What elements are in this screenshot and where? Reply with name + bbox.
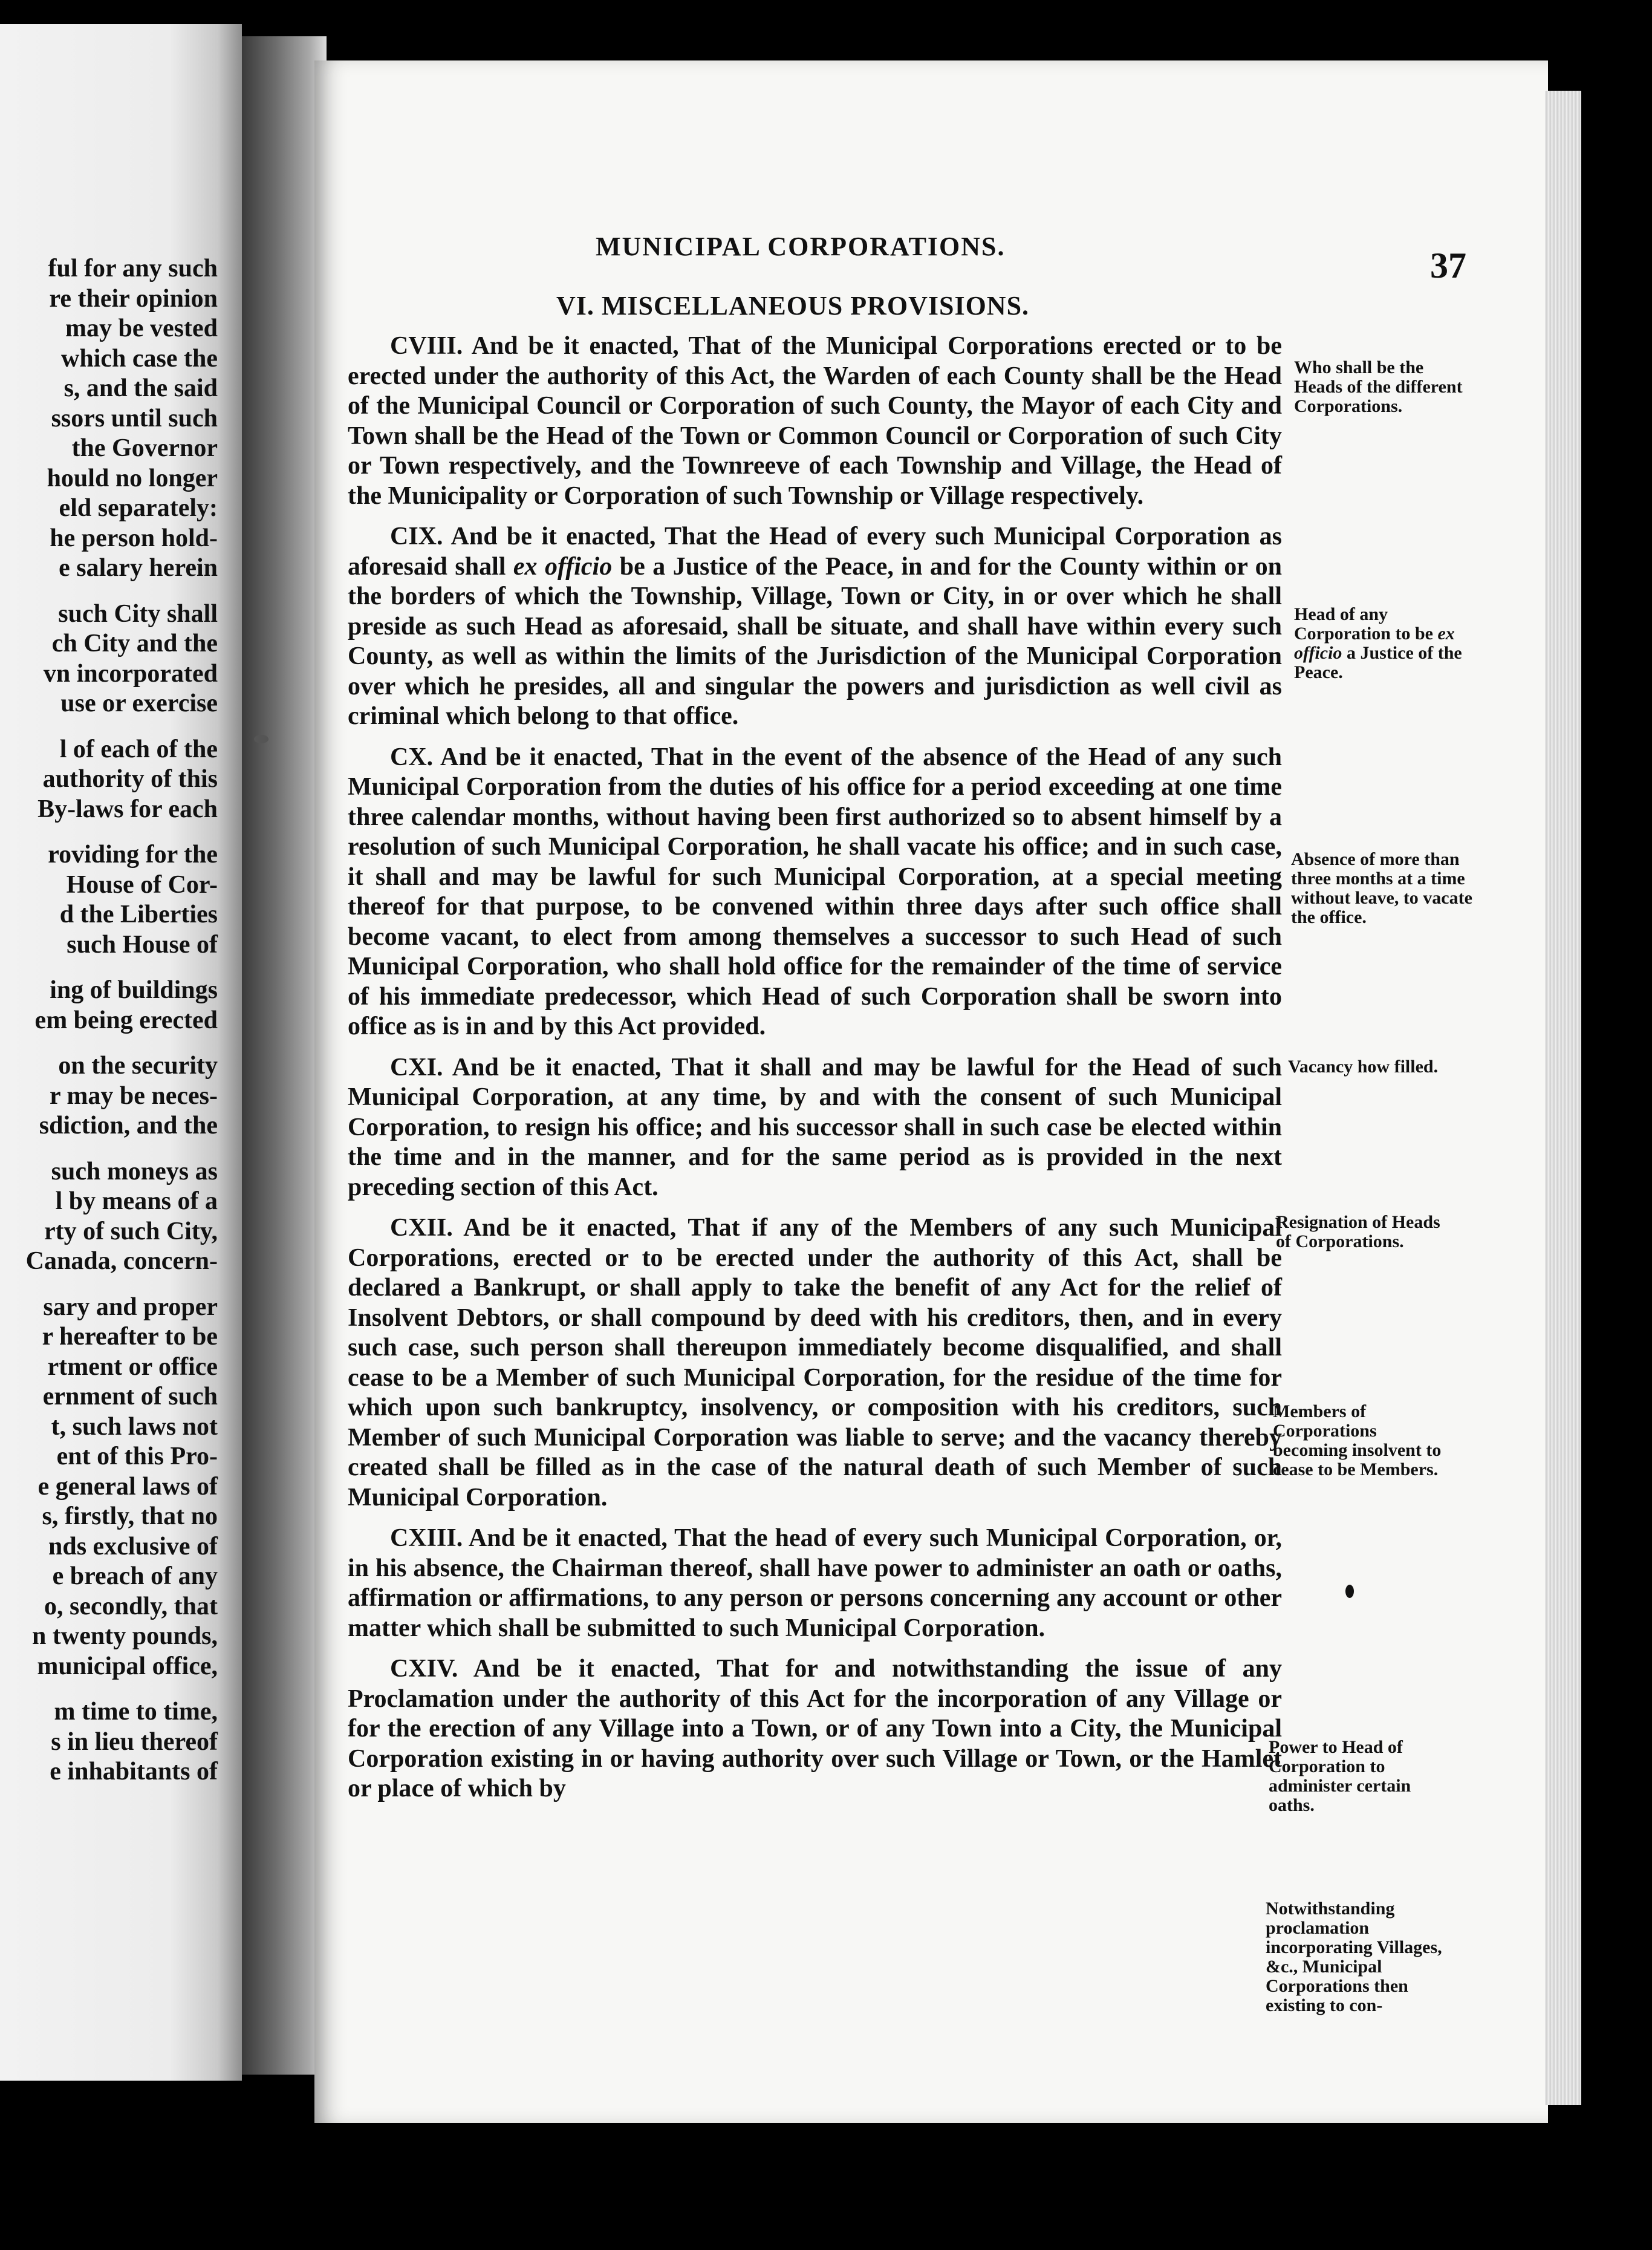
margin-note-heads: Who shall be the Heads of the different Corporations. (1294, 357, 1463, 416)
left-page-line: municipal office, (37, 1652, 218, 1680)
body-text (348, 331, 1282, 1815)
left-page-line: ful for any such (48, 255, 218, 282)
left-page-line: nds exclusive of (48, 1532, 218, 1560)
left-page-line: e breach of any (52, 1562, 218, 1590)
left-page-line: such moneys as (51, 1157, 218, 1185)
left-page-line: roviding for the (48, 841, 218, 869)
left-page-line: sdiction, and the (39, 1112, 218, 1140)
left-page-line: l of each of the (59, 735, 218, 763)
paragraph-cviii: CVIII. And be it enacted, That of the Municipal Corporations erected or to be erected under the authority of this Act, the Warden of each County shall be the Head of the Municipal Council or Corporation of such County, the Mayor of each City and Town shall be the Head of the Town or Common Council or Corporation of such City or Town respectively, and the Townreeve of each Township and Village, the Head of the Municipality or Corporation of such Township or Village respectively. (348, 332, 1282, 510)
left-page-line: eld separately: (59, 494, 218, 522)
left-page-line: ch City and the (51, 630, 218, 657)
left-page-gap (0, 584, 218, 599)
left-page-gap (0, 1141, 218, 1157)
left-page-line: such City shall (58, 599, 218, 628)
left-page-gap (0, 1681, 218, 1697)
left-page-line: the Governor (71, 434, 218, 462)
left-page-line: hould no longer (47, 464, 218, 492)
section-heading: VI. MISCELLANEOUS PROVISIONS. (556, 291, 1030, 321)
left-page-line: ernment of such (42, 1383, 218, 1410)
left-page-line: s in lieu thereof (51, 1727, 218, 1756)
paragraph-cix: CIX. And be it enacted, That the Head of every such Municipal Corporation as aforesaid shall ex officio be a Justice of the Peace, in and for the County within or on the borders of which the Township, Village, Town or City, in or over which he shall preside as such Head as aforesaid, shall be situate, and shall have within every such County, as well as within the limits of the Jurisdiction of the Municipal Corporation over which he presides, all and singular the powers and jurisdiction as well civil as criminal which belong to that office. (348, 523, 1282, 730)
left-page-line: r hereafter to be (42, 1323, 218, 1351)
left-page-line: e general laws of (37, 1472, 218, 1501)
left-page-line: ent of this Pro- (56, 1443, 218, 1470)
margin-note-proclamation: Notwithstanding proclamation incorporating Villages, &c., Municipal Corporations then existing to con- (1266, 1899, 1442, 2015)
running-head: MUNICIPAL CORPORATIONS. (596, 232, 1006, 261)
left-page-line: House of Cor- (66, 870, 218, 899)
margin-note-absence: Absence of more than three months at a time without leave, to vacate the office. (1291, 849, 1472, 927)
left-page-gap (0, 824, 218, 840)
margin-note-insolvent: Members of Corporations becoming insolvent to cease to be Members. (1273, 1401, 1442, 1479)
left-page-line: may be vested (65, 315, 218, 342)
left-page-line: s, firstly, that no (42, 1502, 218, 1530)
left-page-line: r may be neces- (50, 1081, 218, 1110)
page-number: 37 (1430, 246, 1466, 285)
left-page-gap (0, 1035, 218, 1051)
left-page-gap (0, 1277, 218, 1293)
paragraph-cxi: CXI. And be it enacted, That it shall and may be lawful for the Head of such Municipal Corporation, at any time, by and with the consent of such Municipal Corporation, to resign his office; and his successor shall in such case be elected within the time and in the manner, and for the same period as is provided in the next preceding section of this Act. (348, 1053, 1282, 1201)
left-page-line: authority of this (42, 765, 218, 793)
book-gutter (242, 36, 327, 2075)
margin-note-resignation: Resignation of Heads of Corporations. (1276, 1212, 1440, 1251)
left-page-line: on the security (58, 1052, 218, 1080)
left-page-line: ing of buildings (50, 976, 218, 1004)
left-page-line: n twenty pounds, (32, 1622, 218, 1650)
left-page-text (0, 254, 218, 1787)
left-page-line: use or exercise (60, 690, 218, 717)
left-page-line: rty of such City, (44, 1217, 218, 1245)
margin-note-justice: Head of any Corporation to be ex officio a Justice of the Peace. (1294, 604, 1462, 682)
left-page-line: vn incorporated (43, 659, 218, 688)
ink-speck (1345, 1585, 1354, 1598)
left-page-line: l by means of a (55, 1187, 218, 1215)
left-page-line: such House of (67, 930, 218, 959)
left-page-line: d the Liberties (59, 901, 218, 928)
paragraph-cxiv: CXIV. And be it enacted, That for and notwithstanding the issue of any Proclamation under the authority of this Act for the incorporation of any Village or for the erection of any Village into a Town, or of any Town into a City, the Municipal Corporation existing in or having authority over such Village or Town, or the Hamlet or place of which by (348, 1655, 1282, 1802)
left-page-fragment (0, 24, 242, 2081)
left-page-line: t, such laws not (51, 1412, 218, 1441)
left-page-line: rtment or office (47, 1352, 218, 1381)
paragraph-cxiii: CXIII. And be it enacted, That the head of every such Municipal Corporation, or, in his absence, the Chairman thereof, shall have power to administer an oath or oaths, affirmation or affirmations, to any person or persons concerning any account or other matter which shall be submitted to such Municipal Corporation. (348, 1524, 1282, 1642)
left-page-line: he person hold- (50, 524, 218, 552)
left-page-line: e salary herein (59, 554, 218, 582)
margin-note-oaths: Power to Head of Corporation to administer certain oaths. (1269, 1737, 1411, 1815)
left-page-line: sary and proper (43, 1293, 218, 1321)
left-page-gap (0, 719, 218, 735)
left-page-line: which case the (61, 344, 218, 373)
paragraph-cx: CX. And be it enacted, That in the event of the absence of the Head of any such Municipal Corporation from the duties of his office for a period exceeding at one time three calendar months, without having been first authorized so to absent himself by a resolution of such Municipal Corporation, he shall vacate his office; and in such case, it shall and may be lawful for such Municipal Corporation, at a special meeting thereof for that purpose, to be convened within three days after such office shall become vacant, to elect from among themselves a successor to such Head of such Municipal Corporation, who shall hold office for the remainder of the time of service of his immediate predecessor, which Head of such Corporation shall be sworn into office as is in and by this Act provided. (348, 743, 1282, 1040)
page-edge (1545, 91, 1581, 2105)
left-page-line: o, secondly, that (44, 1592, 218, 1620)
left-page-gap (0, 960, 218, 976)
left-page-line: re their opinion (49, 284, 218, 313)
gutter-mark (254, 735, 268, 743)
left-page-line: m time to time, (54, 1698, 218, 1726)
left-page-line: By-laws for each (37, 795, 218, 823)
margin-note-vacancy: Vacancy how filled. (1288, 1057, 1439, 1077)
left-page-line: Canada, concern- (25, 1247, 218, 1275)
paragraph-cxii: CXII. And be it enacted, That if any of the Members of any such Municipal Corporations, erected or to be erected under the authority of this Act, shall be declared a Bankrupt, or shall apply to take the benefit of any Act for the relief of Insolvent Debtors, or shall compound by deed with his creditors, then, and in every such case, such person shall thereupon immediately become disqualified, and shall cease to be a Member of such Municipal Corporation, for the residue of the time for which upon such bankruptcy, insolvency, or composition with his creditors, such Member of such Municipal Corporation was liable to serve; and the vacancy thereby created shall be filled as in the case of the natural death of such Member of such Municipal Corporation. (348, 1214, 1282, 1511)
left-page-line: ssors until such (51, 404, 218, 432)
left-page-line: s, and the said (63, 374, 218, 402)
left-page-line: em being erected (34, 1006, 218, 1034)
left-page-line: e inhabitants of (50, 1758, 218, 1785)
